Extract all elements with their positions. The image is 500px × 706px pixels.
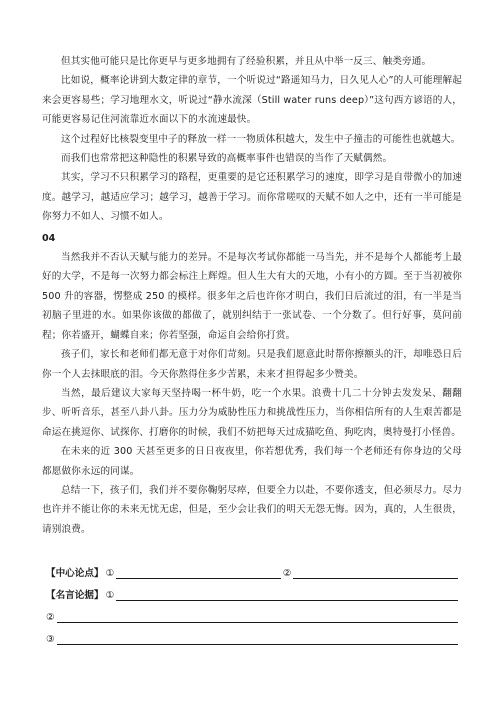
quote-number-2: ②	[46, 612, 55, 623]
central-point-blanks	[116, 565, 458, 579]
central-point-blank-1[interactable]	[116, 565, 281, 579]
article-body	[42, 52, 462, 539]
quote-number-3: ③	[46, 634, 55, 645]
paragraph: 而我们也常常把这种隐性的积累导致的高概率事件也错误的当作了天赋偶然。	[61, 153, 393, 165]
famous-quote-blank-3[interactable]	[57, 631, 458, 645]
paragraph: 孩子们，家长和老师们都无意于对你们苛刻。只是我们愿意此时帮你擦额头的汗，却唯恐日后你一个人去抹眼底的泪。今天你熬得住多少苦累，未来才担得起多少赞美。	[42, 349, 462, 380]
famous-quote-row-2	[46, 604, 458, 623]
paragraph: 当然，最后建议大家每天坚持喝一杯牛奶，吃一个水果。浪费十几二十分钟去发发呆、翻翻步、听听音乐，甚至八卦八卦。压力分为威胁性压力和挑战性压力，当你相信所有的人生艰苦都是命运在挑逗你、试探你、打磨你的时候，我们不妨把每天过成猫吃鱼、狗吃肉，奥特曼打小怪兽。	[42, 387, 462, 438]
quote-number-1: ①	[105, 590, 115, 601]
famous-quote-blank-1[interactable]	[116, 587, 458, 601]
blank-number-2: ②	[282, 568, 292, 579]
central-point-label: 【中心论点】	[46, 568, 104, 579]
paragraph: 总结一下，孩子们，我们并不要你鞠躬尽瘁，但要全力以赴，不要你透支，但必须尽力。尽力也许并不能让你的未来无忧无虑，但是，至少会让我们的明天无怨无悔。因为，真的，人生很贵，请别浪费。	[42, 484, 462, 535]
central-point-row	[46, 560, 458, 579]
paragraph: 这个过程好比核裂变里中子的释放一样一一物质体积越大，发生中子撞击的可能性也就越大。	[61, 133, 461, 145]
paragraph: 其实，学习不只积累学习的路程，更重要的是它还积累学习的速度，即学习是自带微小的加速度。越学习，越适应学习；越学习，越善于学习。而你常嗟叹的天赋不如人之中，还有一半可能是你努力不如人、习惯不如人。	[42, 172, 462, 223]
famous-quote-label: 【名言论据】	[46, 590, 104, 601]
famous-quote-row	[46, 582, 458, 601]
famous-quote-row-3	[46, 626, 458, 645]
blank-number-1: ①	[105, 568, 115, 579]
paragraph: 当然我并不否认天赋与能力的差异。不是每次考试你都能一马当先，并不是每个人都能考上最好的大学，不是每一次努力都会标注上辉煌。但人生大有大的天地，小有小的方圆。至于当初被你 500 升的容器，愣整成 250 的模样。很多年之后也许你才明白，我们日后流过的泪，有一半是当初脑子里进的水。如果你该做的都做了，就别纠结于一张试卷、一个分数了。但行好事，莫问前程；你若盛开，蝴蝶自来；你若坚强，命运自会给你打赏。	[42, 252, 462, 341]
paragraph: 比如说，概率论讲到大数定律的章节，一个听说过“路遥知马力，日久见人心”的人可能理解起来会更容易些；学习地理水文，听说过“静水流深（Still water runs deep）”这句西方谚语的人，可能更容易记住河流靠近水面以下的水流速最快。	[42, 75, 462, 126]
paragraph: 在未来的近 300 天甚至更多的日日夜夜里，你若想优秀，我们每一个老师还有你身边的父母都愿做你永远的同谋。	[42, 446, 462, 477]
famous-quote-blank-2[interactable]	[57, 609, 458, 623]
answer-form	[46, 560, 458, 648]
paragraph: 但其实他可能只是比你更早与更多地拥有了经验积累，并且从中举一反三、触类旁通。	[61, 56, 432, 67]
section-number: 04	[42, 232, 56, 244]
central-point-blank-2[interactable]	[293, 565, 458, 579]
